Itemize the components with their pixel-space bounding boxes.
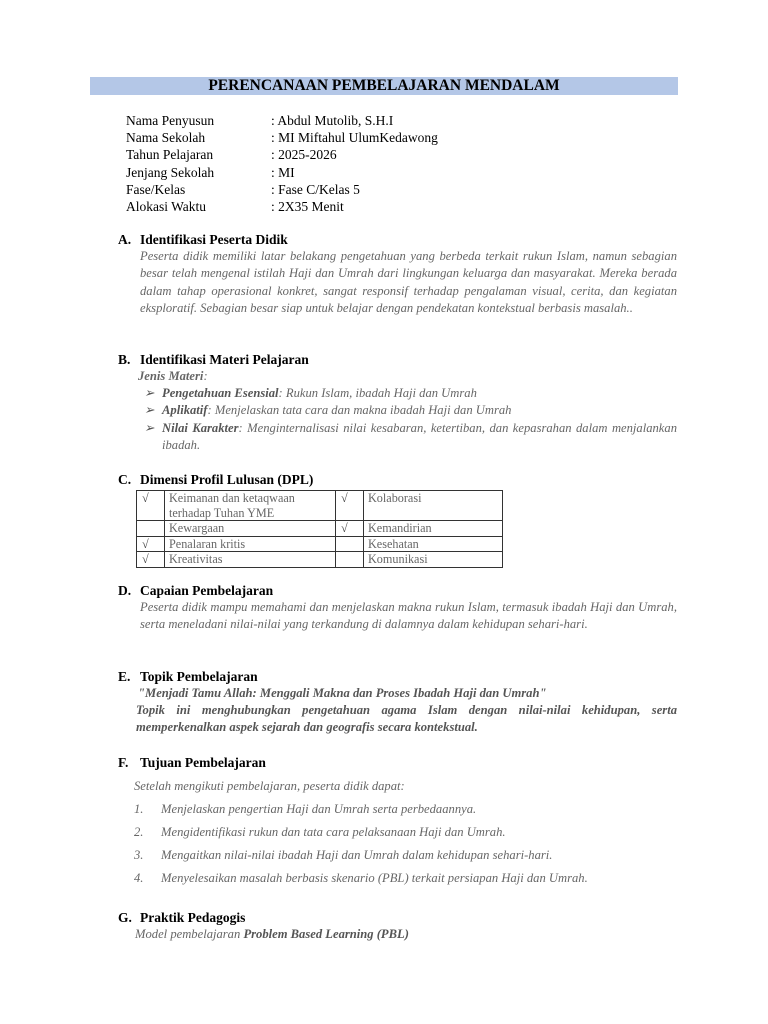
materi-type-colon: : [203,369,208,383]
info-row [126,129,438,146]
check-cell: √ [137,491,165,521]
check-cell [336,536,364,552]
materi-type-label [138,368,208,385]
item-number: 1. [134,802,144,816]
list-item [144,402,677,419]
section-title: Identifikasi Materi Pelajaran [140,352,309,367]
info-key: Nama Penyusun [126,113,215,128]
list-item [144,385,677,402]
list-item [134,825,506,840]
info-key: Fase/Kelas [126,181,186,197]
info-key: Jenjang Sekolah [126,164,215,180]
section-d-heading [118,582,273,599]
list-item [144,420,677,455]
section-title: Tujuan Pembelajaran [140,755,266,770]
info-row [126,164,438,181]
section-g-heading [118,909,245,926]
section-title: Capaian Pembelajaran [140,583,274,598]
check-cell [336,552,364,568]
info-row [126,146,438,163]
dpl-label: Kreativitas [165,552,336,568]
bullet-text: : Menjelaskan tata cara dan makna ibadah Haji dan Umrah [207,403,512,417]
section-a-text: Peserta didik memiliki latar belakang pengetahuan yang berbeda terkait rukun Islam, namun sebagian besar telah mengenal istilah Haji dan Umrah dari lingkungan keluarga dan masyarakat. Mereka berada dalam tahap operasional konkret, sangat responsif terhadap pengalaman visual, cerita, dan kegiatan eksploratif. Sebagian besar siap untuk belajar dengan pendekatan kontekstual berbasis masalah.. [140,249,677,316]
section-b-heading [118,351,309,368]
dpl-label: Kolaborasi [364,491,503,521]
item-number: 3. [134,848,144,862]
pedagogy-text [135,926,409,943]
dpl-label: Keimanan dan ketaqwaan terhadap Tuhan YME [165,491,336,521]
item-text: Menyelesaikan masalah berbasis skenario (PBL) terkait persiapan Haji dan Umrah. [161,871,588,885]
bullet-text: : Rukun Islam, ibadah Haji dan Umrah [278,386,477,400]
pedagogy-plain: Model pembelajaran [135,927,244,941]
bullet-text: : Menginternalisasi nilai kesabaran, ketertiban, dan kepasrahan dalam menjalankan ibadah. [162,421,677,453]
check-cell: √ [137,552,165,568]
dpl-label: Kesehatan [364,536,503,552]
check-cell: √ [336,521,364,537]
section-title: Identifikasi Peserta Didik [140,232,288,247]
section-title: Praktik Pedagogis [140,910,246,925]
bullet-term: Aplikatif [162,403,208,417]
identity-block [126,112,438,215]
bullet-term: Nilai Karakter [162,421,239,435]
check-cell: √ [137,536,165,552]
section-letter: D. [118,583,132,598]
section-d-text: Peserta didik mampu memahami dan menjelaskan makna rukun Islam, termasuk ibadah Haji dan Umrah, serta meneladani nilai-nilai yang terkandung di dalamnya dalam kehidupan sehari-hari. [140,600,677,632]
info-value: : 2X35 Menit [271,198,344,214]
info-row [126,198,438,215]
item-number: 4. [134,871,144,885]
dpl-table [136,490,503,568]
section-title: Dimensi Profil Lulusan (DPL) [140,472,314,487]
info-value: : Fase C/Kelas 5 [271,181,360,197]
section-letter: B. [118,352,131,367]
item-text: Menjelaskan pengertian Haji dan Umrah serta perbedaannya. [161,802,477,816]
info-value: : MI Miftahul UlumKedawong [271,130,438,146]
bullet-icon: ➢ [144,386,155,400]
info-value: : MI [271,164,295,180]
section-letter: F. [118,755,129,770]
section-letter: A. [118,232,132,247]
section-letter: C. [118,472,132,487]
bullet-term: Pengetahuan Esensial [162,386,279,400]
section-title: Topik Pembelajaran [140,669,258,684]
table-row [137,491,503,521]
list-item [134,848,552,863]
info-key: Tahun Pelajaran [126,147,214,163]
bullet-icon: ➢ [144,421,155,435]
section-f-heading [118,754,266,771]
list-item [134,871,588,886]
section-c-heading [118,471,313,488]
topic-text: Topik ini menghubungkan pengetahuan agama Islam dengan nilai-nilai kehidupan, serta memperkenalkan aspek sejarah dan geografis secara kontekstual. [136,703,677,735]
dpl-label: Penalaran kritis [165,536,336,552]
pedagogy-model: Problem Based Learning (PBL) [243,927,409,941]
section-letter: E. [118,669,131,684]
dpl-label: Kemandirian [364,521,503,537]
check-cell: √ [336,491,364,521]
table-row [137,536,503,552]
info-value: : 2025-2026 [271,147,337,163]
materi-type-term: Jenis Materi [138,369,204,383]
table-row [137,552,503,568]
section-a-heading [118,231,288,248]
info-key: Alokasi Waktu [126,198,207,214]
item-text: Mengidentifikasi rukun dan tata cara pelaksanaan Haji dan Umrah. [161,825,506,839]
info-key: Nama Sekolah [126,130,206,146]
item-text: Mengaitkan nilai-nilai ibadah Haji dan Umrah dalam kehidupan sehari-hari. [161,848,553,862]
info-row [126,112,438,129]
info-value: : Abdul Mutolib, S.H.I [271,113,394,128]
bullet-icon: ➢ [144,403,155,417]
dpl-label: Komunikasi [364,552,503,568]
info-row [126,181,438,198]
section-e-heading [118,668,258,685]
page-title: PERENCANAAN PEMBELAJARAN MENDALAM [90,77,678,95]
section-letter: G. [118,910,132,925]
list-item [134,802,476,817]
item-number: 2. [134,825,144,839]
objectives-intro: Setelah mengikuti pembelajaran, peserta didik dapat: [134,779,405,793]
dpl-label: Kewargaan [165,521,336,537]
table-row [137,521,503,537]
topic-quote: "Menjadi Tamu Allah: Menggali Makna dan Proses Ibadah Haji dan Umrah" [138,686,547,700]
check-cell [137,521,165,537]
